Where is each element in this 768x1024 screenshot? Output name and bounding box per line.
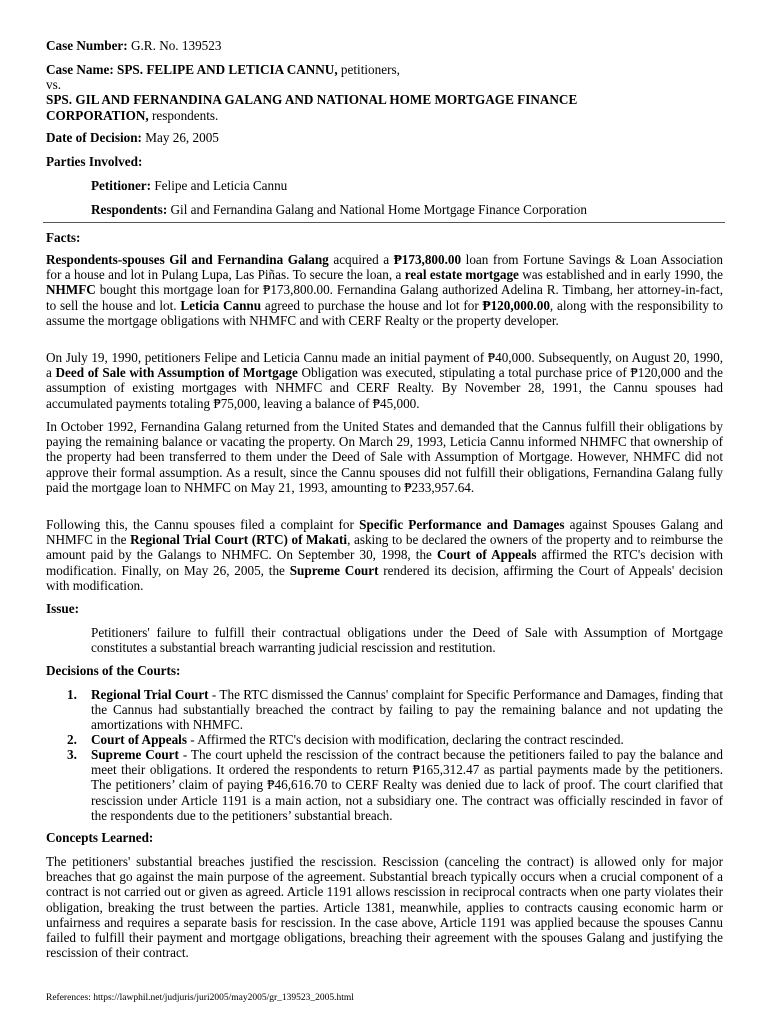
parties-heading: Parties Involved: xyxy=(46,154,143,169)
facts-paragraph-1: Respondents-spouses Gil and Fernandina Galang acquired a ₱173,800.00 loan from Fortune Savings & Loan Association for a house and lot in Pulang Lupa, Las Piñas. To secure the loan, a real estate mortgage was established and in early 1990, the NHMFC bought this mortgage loan for ₱173,800.00. Fernandina Galang authorized Adelina R. Timbang, her attorney-in-fact, to sell the house and lot. Leticia Cannu agreed to purchase the house and lot for ₱120,000.00, along with the responsibility to assume the mortgage obligations with NHMFC and with CERF Realty or the property developer. xyxy=(46,252,724,328)
concepts-heading: Concepts Learned: xyxy=(46,830,154,845)
decisions-heading: Decisions of the Courts: xyxy=(46,663,181,678)
case-name: Case Name: SPS. FELIPE AND LETICIA CANNU, petitioners, vs. SPS. GIL AND FERNANDINA GALANG AND NATIONAL HOME MORTGAGE FINANCE CORPORATION, respondents. xyxy=(46,62,578,123)
facts-paragraph-2: On July 19, 1990, petitioners Felipe and Leticia Cannu made an initial payment of ₱40,000. Subsequently, on August 20, 1990, a Deed of Sale with Assumption of Mortgage Obligation was executed, stipulating a total purchase price of ₱120,000 and the assumption of existing mortgages with NHMFC and CERF Realty. By November 28, 1991, the Cannu spouses had accumulated payments totaling ₱75,000, leaving a balance of ₱45,000. xyxy=(46,350,723,411)
facts-heading: Facts: xyxy=(46,230,81,245)
facts-paragraph-4: Following this, the Cannu spouses filed a complaint for Specific Performance and Damages against Spouses Galang and NHMFC in the Regional Trial Court (RTC) of Makati, asking to be declared the owners of the property and to reimburse the amount paid by the Galangs to NHMFC. On September 30, 1998, the Court of Appeals affirmed the RTC's decision with modification. Finally, on May 26, 2005, the Supreme Court rendered its decision, affirming the Court of Appeals' decision with modification. xyxy=(46,517,723,593)
decision-item-sc: Supreme Court - The court upheld the rescission of the contract because the petitioners failed to pay the balance and meet their obligations. It ordered the respondents to return ₱165,312.47 as partial payments made by the petitioners. The petitioners’ claim of paying ₱46,616.70 to CERF Realty was denied due to lack of proof. The court clarified that rescission under Article 1191 is a main action, not a subsidiary one. The contract was officially rescinded in favor of the respondents due to the petitioners’ substantial breach. xyxy=(91,747,723,823)
decision-number: 2. xyxy=(67,732,77,747)
section-divider xyxy=(43,222,725,223)
references: References: https://lawphil.net/judjuris/juri2005/may2005/gr_139523_2005.html xyxy=(46,993,354,1003)
petitioner-line: Petitioner: Felipe and Leticia Cannu xyxy=(91,178,288,193)
decision-item-rtc: Regional Trial Court - The RTC dismissed the Cannus' complaint for Specific Performance and Damages, finding that the Cannus had substantially breached the contract by failing to pay the remaining balance and not updating the amortizations with NHMFC. xyxy=(91,687,724,733)
respondents-line: Respondents: Gil and Fernandina Galang and National Home Mortgage Finance Corporation xyxy=(91,202,587,217)
decision-item-ca: Court of Appeals - Affirmed the RTC's decision with modification, declaring the contract rescinded. xyxy=(91,732,624,747)
issue-heading: Issue: xyxy=(46,601,79,616)
issue-text: Petitioners' failure to fulfill their contractual obligations under the Deed of Sale with Assumption of Mortgage constitutes a substantial breach warranting judicial rescission and restitution. xyxy=(91,625,723,656)
decision-number: 3. xyxy=(67,747,77,762)
concepts-text: The petitioners' substantial breaches justified the rescission. Rescission (canceling the contract) is allowed only for major breaches that go against the main purpose of the agreement. Substantial breach typically occurs when a crucial component of a contract is not carried out or given as agreed. Article 1191 allows rescission in reciprocal contracts when one party violates their obligation, breaking the trust between the parties. Article 1381, meanwhile, applies to contracts causing economic harm or unfairness and requires a separate basis for rescission. In the case above, Article 1191 was applied because the spouses Cannu failed to fulfill their payment and mortgage obligations, breaching their agreement with the spouses Galang and justifying the rescission of their contract. xyxy=(46,854,723,961)
decision-number: 1. xyxy=(67,687,77,702)
facts-paragraph-3: In October 1992, Fernandina Galang returned from the United States and demanded that the Cannus fulfill their obligations by paying the remaining balance or vacating the property. On March 29, 1993, Leticia Cannu informed NHMFC that ownership of the property had been transferred to them under the Deed of Sale with Assumption of Mortgage. However, NHMFC did not approve their formal assumption. As a result, since the Cannu spouses did not fulfill their obligations, Fernandina Galang fully paid the mortgage loan to NHMFC on May 21, 1993, amounting to ₱233,957.64. xyxy=(46,419,723,495)
date-of-decision: Date of Decision: May 26, 2005 xyxy=(46,130,219,145)
case-number: Case Number: G.R. No. 139523 xyxy=(46,38,222,53)
